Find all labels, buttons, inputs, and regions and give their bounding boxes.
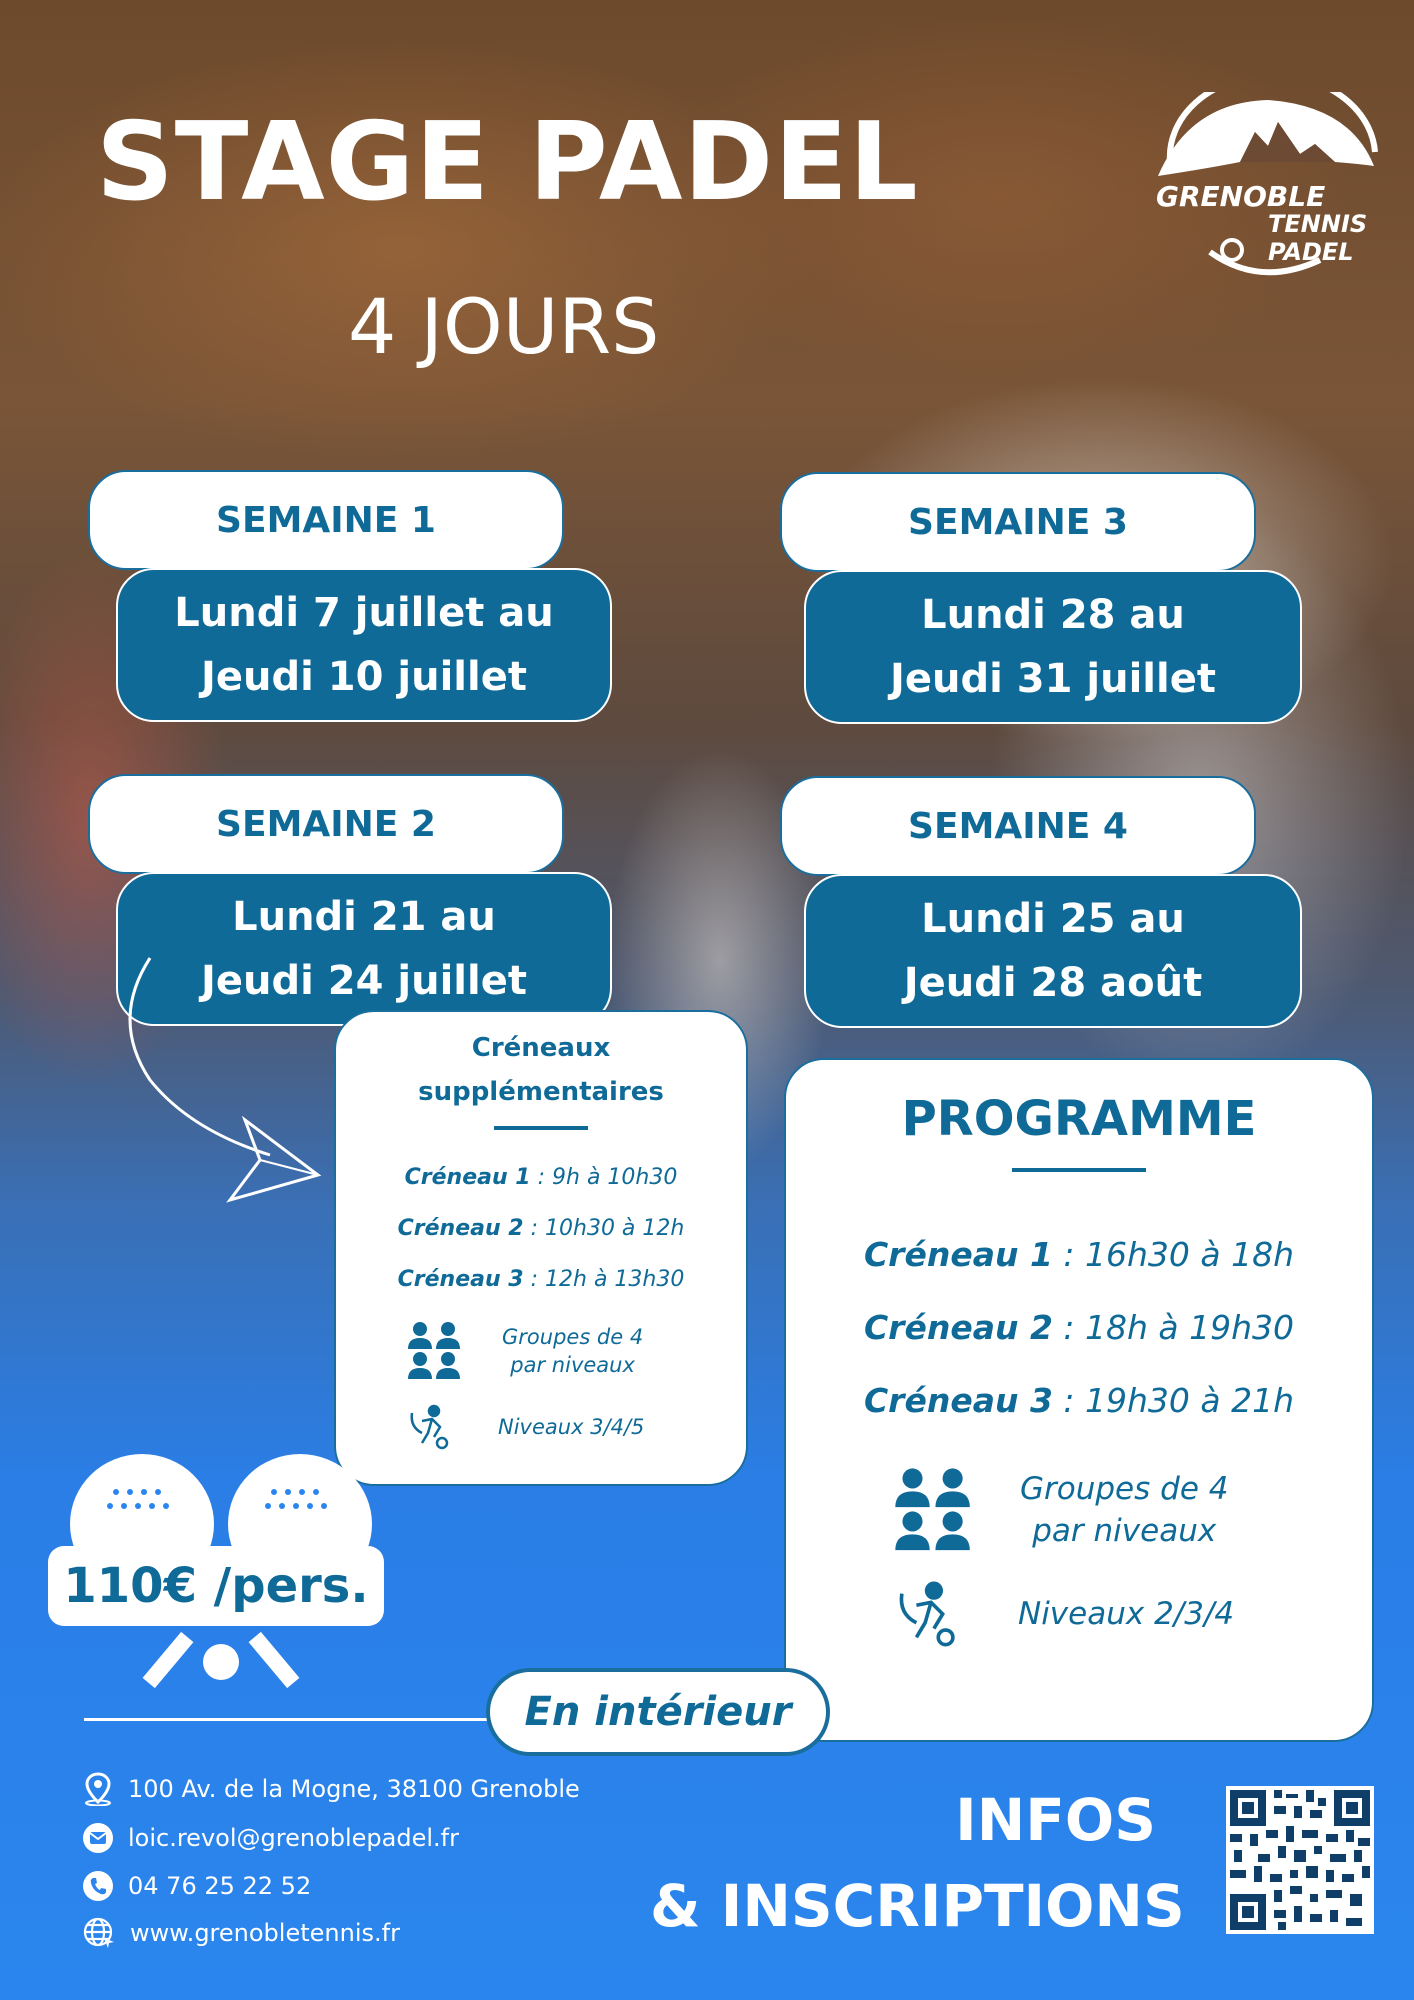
club-logo [1150, 92, 1390, 282]
email-link[interactable]: loic.revol@grenoblepadel.fr [128, 1824, 459, 1852]
padel-player-icon [896, 1579, 966, 1649]
divider [1012, 1168, 1146, 1172]
week-4-label: SEMAINE 4 [780, 776, 1256, 876]
programme-card [784, 1058, 1374, 1742]
qr-code[interactable] [1226, 1786, 1374, 1934]
separator-line [84, 1718, 494, 1721]
week-2-label: SEMAINE 2 [88, 774, 564, 874]
week-4-dates: Lundi 25 au Jeudi 28 août [804, 874, 1302, 1028]
programme-levels: Niveaux 2/3/4 [1018, 1596, 1235, 1632]
indoor-badge: En intérieur [486, 1668, 830, 1756]
programme-slot-2: Créneau 2 : 18h à 19h30 [863, 1308, 1295, 1347]
logo-text-2: TENNIS [1268, 210, 1368, 238]
page-title: STAGE PADEL [96, 100, 919, 225]
programme-groups-line1: Groupes de 4 [1020, 1471, 1229, 1507]
price-tag: 110€ /pers. [48, 1546, 384, 1626]
globe-icon [82, 1916, 116, 1950]
extra-slot-2: Créneau 2 : 10h30 à 12h [397, 1216, 685, 1241]
extra-slot-1: Créneau 1 : 9h à 10h30 [404, 1165, 678, 1190]
week-3-label: SEMAINE 3 [780, 472, 1256, 572]
programme-groups-line2: par niveaux [1032, 1513, 1217, 1549]
logo-text-1: GRENOBLE [1156, 180, 1326, 213]
infos-heading-2: & INSCRIPTIONS [650, 1872, 1185, 1940]
programme-slot-1: Créneau 1 : 16h30 à 18h [863, 1235, 1295, 1274]
page-subtitle: 4 JOURS [348, 282, 660, 371]
extra-levels: Niveaux 3/4/5 [498, 1415, 645, 1439]
week-2-dates: Lundi 21 au Jeudi 24 juillet [116, 872, 612, 1026]
website-link[interactable]: www.grenobletennis.fr [130, 1919, 400, 1947]
week-1-dates: Lundi 7 juillet au Jeudi 10 juillet [116, 568, 612, 722]
group-icon [892, 1467, 976, 1553]
divider [494, 1126, 588, 1130]
arrow-icon [110, 950, 330, 1220]
qr-code-icon [1226, 1786, 1374, 1934]
email-row[interactable] [82, 1822, 459, 1854]
week-1-label: SEMAINE 1 [88, 470, 564, 570]
programme-title: PROGRAMME [901, 1091, 1257, 1147]
website-row[interactable] [82, 1916, 400, 1950]
location-pin-icon [82, 1772, 114, 1806]
email-icon [82, 1822, 114, 1854]
group-icon [406, 1321, 464, 1381]
extra-groups-row [336, 1321, 746, 1381]
padel-player-icon [408, 1403, 456, 1451]
extra-levels-row [336, 1403, 746, 1451]
address-row [82, 1772, 580, 1806]
phone-row[interactable] [82, 1870, 311, 1902]
extra-slots-title: Créneaux supplémentaires [418, 1033, 664, 1107]
extra-slots-card [334, 1010, 748, 1486]
infos-heading-1: INFOS [955, 1786, 1156, 1854]
programme-groups-row [786, 1467, 1372, 1553]
extra-slot-3: Créneau 3 : 12h à 13h30 [397, 1267, 685, 1292]
extra-groups-line1: Groupes de 4 [502, 1325, 644, 1349]
phone-text[interactable]: 04 76 25 22 52 [128, 1872, 312, 1900]
week-3-dates: Lundi 28 au Jeudi 31 juillet [804, 570, 1302, 724]
logo-text-3: PADEL [1268, 238, 1354, 266]
phone-icon [82, 1870, 114, 1902]
extra-groups-line2: par niveaux [510, 1353, 635, 1377]
programme-levels-row [786, 1579, 1372, 1649]
address-text: 100 Av. de la Mogne, 38100 Grenoble [128, 1775, 580, 1803]
programme-slot-3: Créneau 3 : 19h30 à 21h [863, 1381, 1295, 1420]
